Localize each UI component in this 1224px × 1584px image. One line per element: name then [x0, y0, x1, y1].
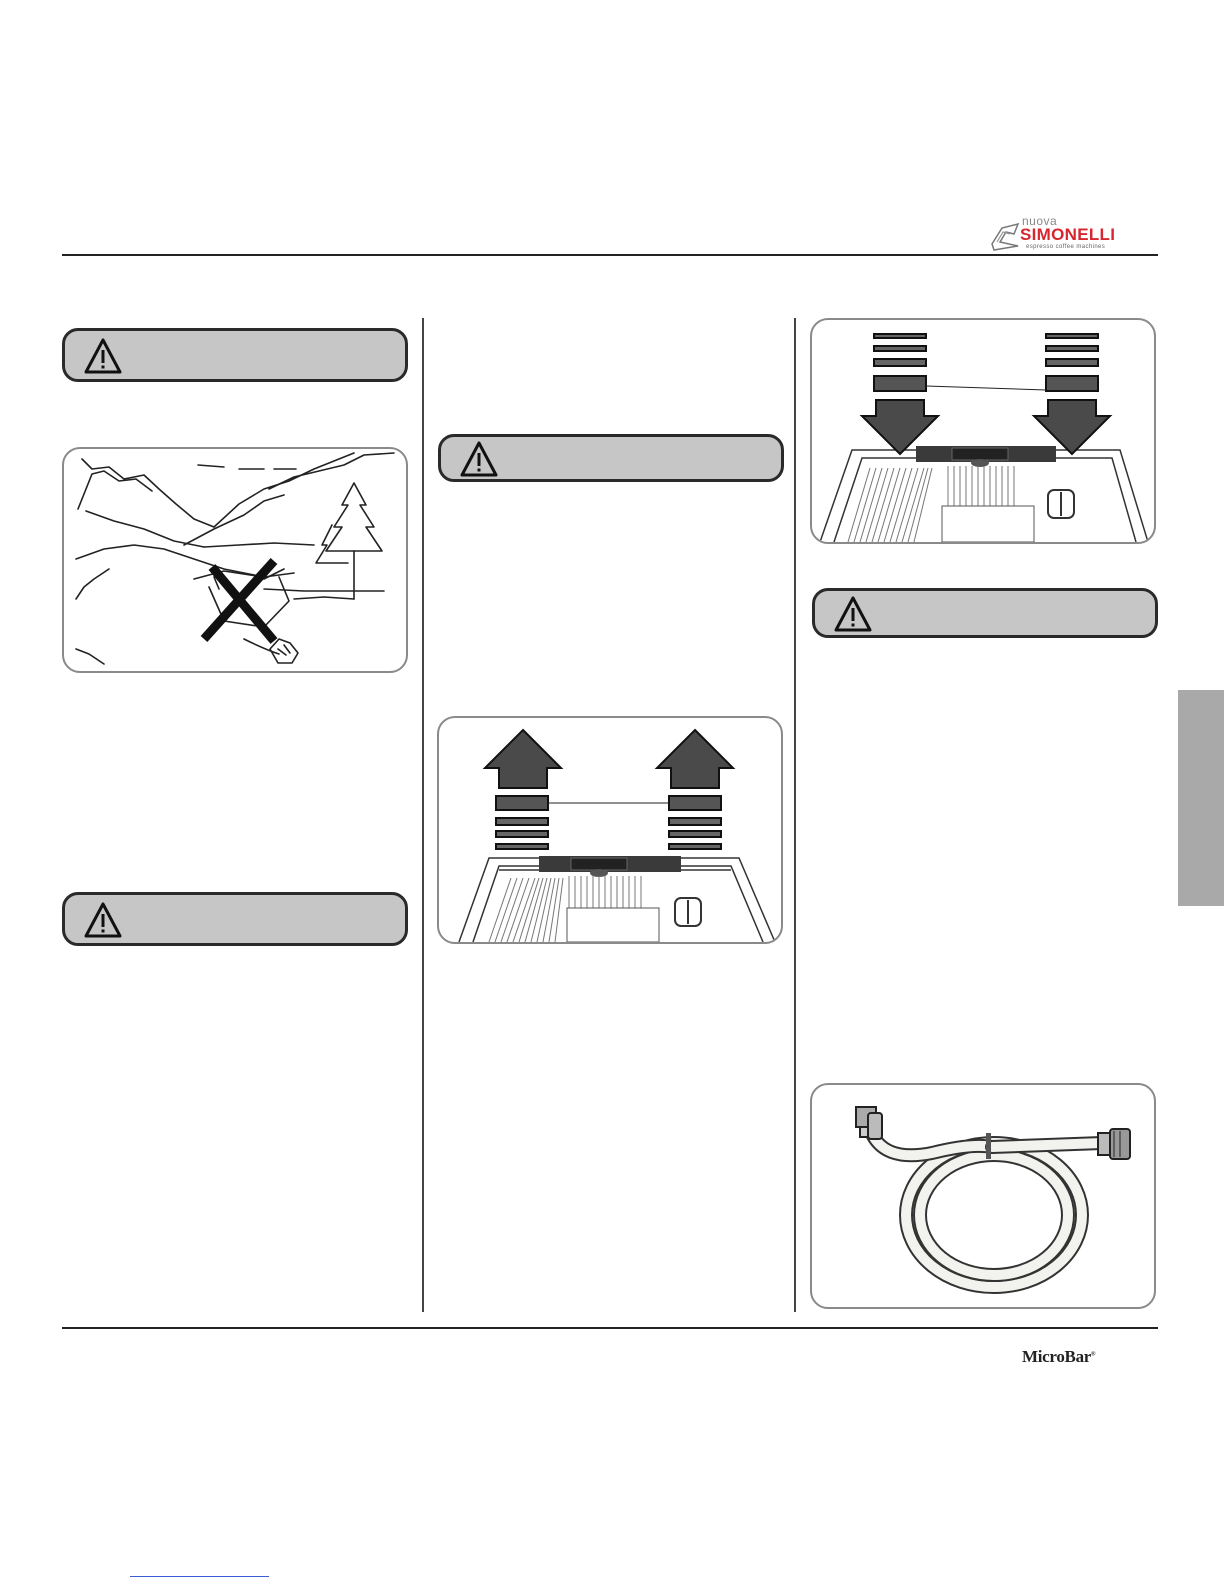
header-rule	[62, 254, 1158, 256]
warning-triangle-icon	[83, 901, 123, 939]
warning-box-3	[438, 434, 784, 482]
column-divider-1	[422, 318, 424, 1312]
logo-brand: SIMONELLI	[1020, 225, 1116, 244]
simonelli-logo	[986, 214, 1161, 254]
side-tab	[1178, 690, 1224, 906]
footer-rule	[62, 1327, 1158, 1329]
do-not-dispose-packaging-illustration	[62, 447, 408, 673]
logo-mark-icon	[988, 220, 1022, 252]
column-divider-2	[794, 318, 796, 1312]
footer-product-name: MicroBar	[1022, 1347, 1092, 1366]
bottom-link-underline[interactable]	[130, 1576, 269, 1577]
water-hose-illustration	[810, 1083, 1156, 1309]
warning-triangle-icon	[459, 440, 499, 478]
logo-tagline: espresso coffee machines	[1026, 244, 1106, 250]
lower-machine-arrows-illustration	[810, 318, 1156, 544]
warning-triangle-icon	[833, 595, 873, 633]
footer-product-logo: MicroBar®	[1022, 1347, 1096, 1366]
logo-prefix: nuova	[1022, 214, 1058, 228]
warning-box-4	[812, 588, 1158, 638]
warning-triangle-icon	[83, 337, 123, 375]
warning-box-2	[62, 892, 408, 946]
warning-box-1	[62, 328, 408, 382]
lift-machine-arrows-illustration	[437, 716, 783, 944]
